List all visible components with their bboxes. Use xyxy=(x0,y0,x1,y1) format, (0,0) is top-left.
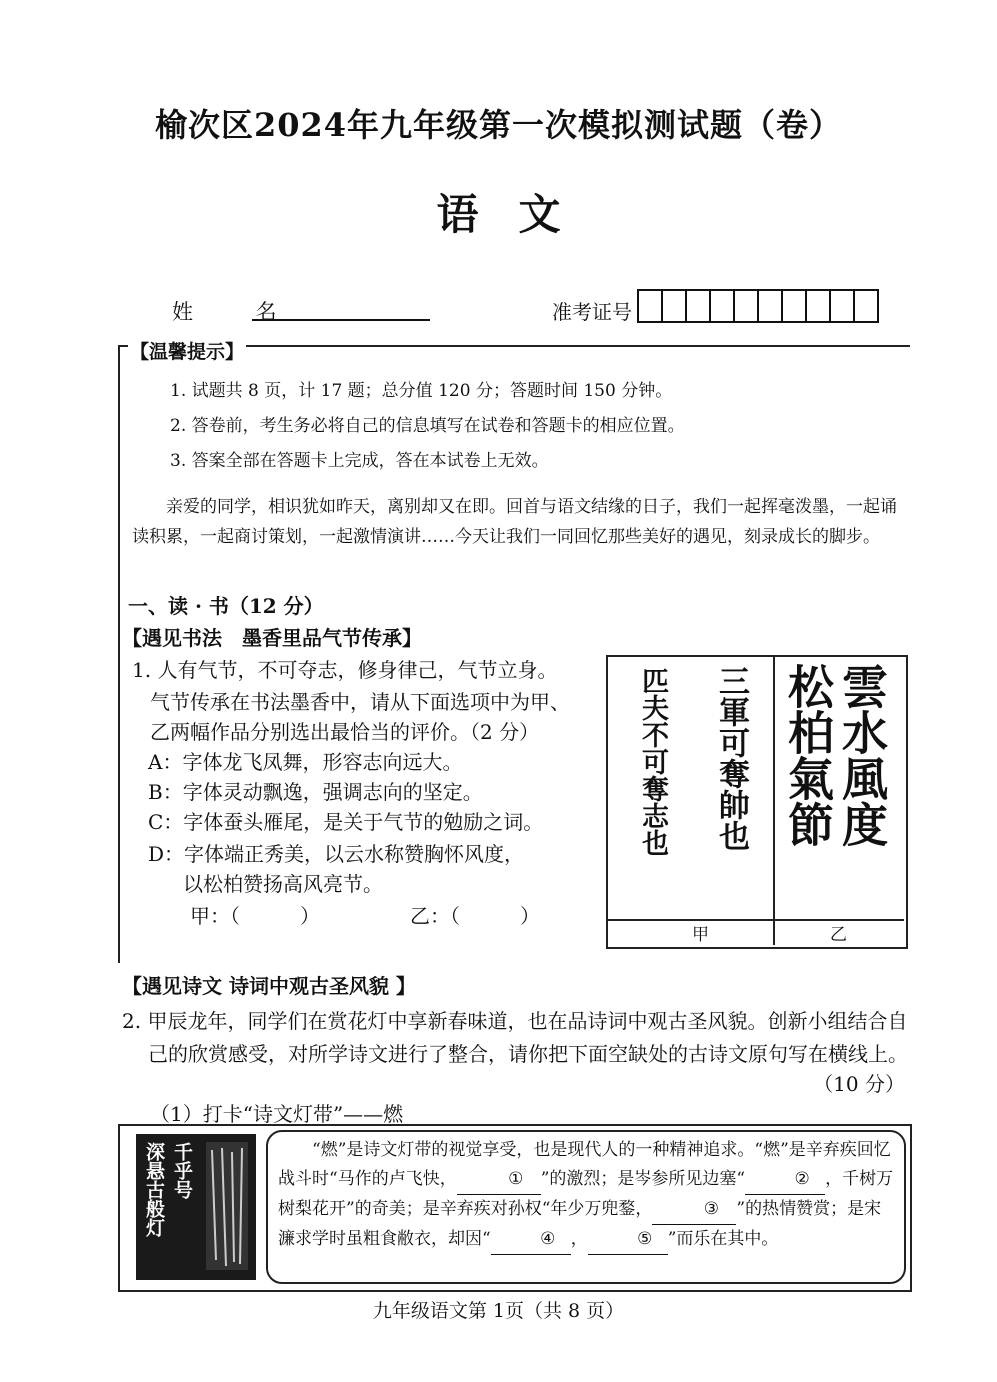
lantern-image-text: 深悬古般灯 xyxy=(143,1142,165,1237)
id-box[interactable] xyxy=(637,289,663,323)
blank-1[interactable]: ① xyxy=(457,1165,541,1195)
calligraphy-divider xyxy=(773,657,775,945)
question-2-score: （10 分） xyxy=(813,1072,905,1096)
lantern-text: ，千树万树梨花开”的奇美；是辛弃疾对孙权“年少万兜鍪， xyxy=(278,1169,894,1219)
blank-2[interactable]: ② xyxy=(745,1165,825,1195)
question-1-line: 1. 人有气节，不可夺志，修身律己，气节立身。 xyxy=(132,658,558,682)
id-box[interactable] xyxy=(853,289,879,323)
section-subheading: 【遇见书法 墨香里品气节传承】 xyxy=(122,626,422,650)
yi-column-1: 雲水風度 xyxy=(835,663,889,847)
subject-title: 语文 xyxy=(436,190,601,239)
id-box[interactable] xyxy=(757,289,783,323)
calligraphy-caption-line xyxy=(608,919,904,921)
answer-yi[interactable]: 乙：（ ） xyxy=(410,904,540,928)
label-yi: 乙 xyxy=(830,925,847,945)
page-footer: 九年级语文第 1页（共 8 页） xyxy=(372,1300,625,1322)
option-d-cont: 以松柏赞扬高风亮节。 xyxy=(183,872,383,896)
lantern-text: ”的激烈；是岑参所见边塞“ xyxy=(540,1169,746,1189)
name-field[interactable] xyxy=(252,318,430,321)
question-2-sub: （1）打卡“诗文灯带”——燃 xyxy=(150,1102,404,1126)
lantern-image xyxy=(136,1134,256,1280)
lantern-pattern-icon xyxy=(202,1140,252,1274)
section-heading: 一、读 · 书（12 分） xyxy=(128,594,324,618)
intro-paragraph: 亲爱的同学，相识犹如昨天，离别却又在即。回首与语文结缘的日子，我们一起挥毫泼墨，一起诵读积累，一起商讨策划，一起激情演讲……今天让我们一同回忆那些美好的遇见，刻录成长的脚步。 xyxy=(132,497,897,547)
id-box[interactable] xyxy=(685,289,711,323)
exam-title: 榆次区2024年九年级第一次模拟测试题（卷） xyxy=(154,106,843,144)
blank-4[interactable]: ④ xyxy=(491,1225,571,1255)
label-jia: 甲 xyxy=(692,925,709,945)
question-2 xyxy=(122,1005,908,1071)
id-box[interactable] xyxy=(733,289,759,323)
id-box[interactable] xyxy=(829,289,855,323)
exam-id-boxes[interactable] xyxy=(637,289,877,323)
lantern-text: ， xyxy=(570,1229,588,1249)
section-subheading-2: 【遇见诗文 诗词中观古圣风貌 】 xyxy=(122,974,416,998)
jia-column-1: 三軍可奪帥也 xyxy=(713,665,749,851)
lantern-text: ”的热情赞赏；是宋濂求学时虽粗食敝衣，却因“ xyxy=(278,1199,882,1249)
yi-column-2: 松柏氣節 xyxy=(781,663,835,847)
blank-5[interactable]: ⑤ xyxy=(588,1225,668,1255)
option-b: B：字体灵动飘逸，强调志向的坚定。 xyxy=(148,780,483,804)
id-box[interactable] xyxy=(781,289,807,323)
question-2-text: 2. 甲辰龙年，同学们在赏花灯中享新春味道，也在品诗词中观古圣风貌。创新小组结合自己的欣赏感受，对所学诗文进行了整合，请你把下面空缺处的古诗文原句写在横线上。 xyxy=(122,1009,908,1066)
tips-title: 【温馨提示】 xyxy=(128,337,246,364)
question-1-line: 气节传承在书法墨香中，请从下面选项中为甲、 xyxy=(150,690,570,714)
jia-column-2: 匹夫不可奪志也 xyxy=(637,667,668,856)
lantern-image-text: 千乎号 xyxy=(171,1142,193,1199)
answer-jia[interactable]: 甲：（ ） xyxy=(190,904,320,928)
tip-item: 1. 试题共 8 页，计 17 题；总分值 120 分；答题时间 150 分钟。 xyxy=(170,381,673,401)
option-a: A：字体龙飞凤舞，形容志向远大。 xyxy=(148,750,463,774)
calligraphy-figure xyxy=(606,655,908,949)
tip-item: 3. 答案全部在答题卡上完成，答在本试卷上无效。 xyxy=(170,451,549,471)
name-label: 姓 名 xyxy=(172,300,305,324)
lantern-text-frame xyxy=(266,1130,906,1284)
id-box[interactable] xyxy=(805,289,831,323)
option-d: D：字体端正秀美，以云水称赞胸怀风度， xyxy=(148,842,525,866)
exam-id-label: 准考证号 xyxy=(552,300,632,324)
question-1-line: 乙两幅作品分别选出最恰当的评价。（2 分） xyxy=(150,720,540,744)
lantern-paragraph xyxy=(278,1136,896,1255)
tip-item: 2. 答卷前，考生务必将自己的信息填写在试卷和答题卡的相应位置。 xyxy=(170,416,685,436)
id-box[interactable] xyxy=(661,289,687,323)
lantern-text: “燃”是诗文灯带的视觉享受，也是现代人的一种精神追求。“燃”是辛弃疾回忆战斗时“马作的卢飞快， xyxy=(278,1140,891,1189)
blank-3[interactable]: ③ xyxy=(652,1195,736,1225)
lantern-panel xyxy=(118,1124,912,1292)
option-c: C：字体蚕头雁尾，是关于气节的勉励之词。 xyxy=(148,810,544,834)
lantern-text: ”而乐在其中。 xyxy=(667,1229,779,1249)
id-box[interactable] xyxy=(709,289,735,323)
